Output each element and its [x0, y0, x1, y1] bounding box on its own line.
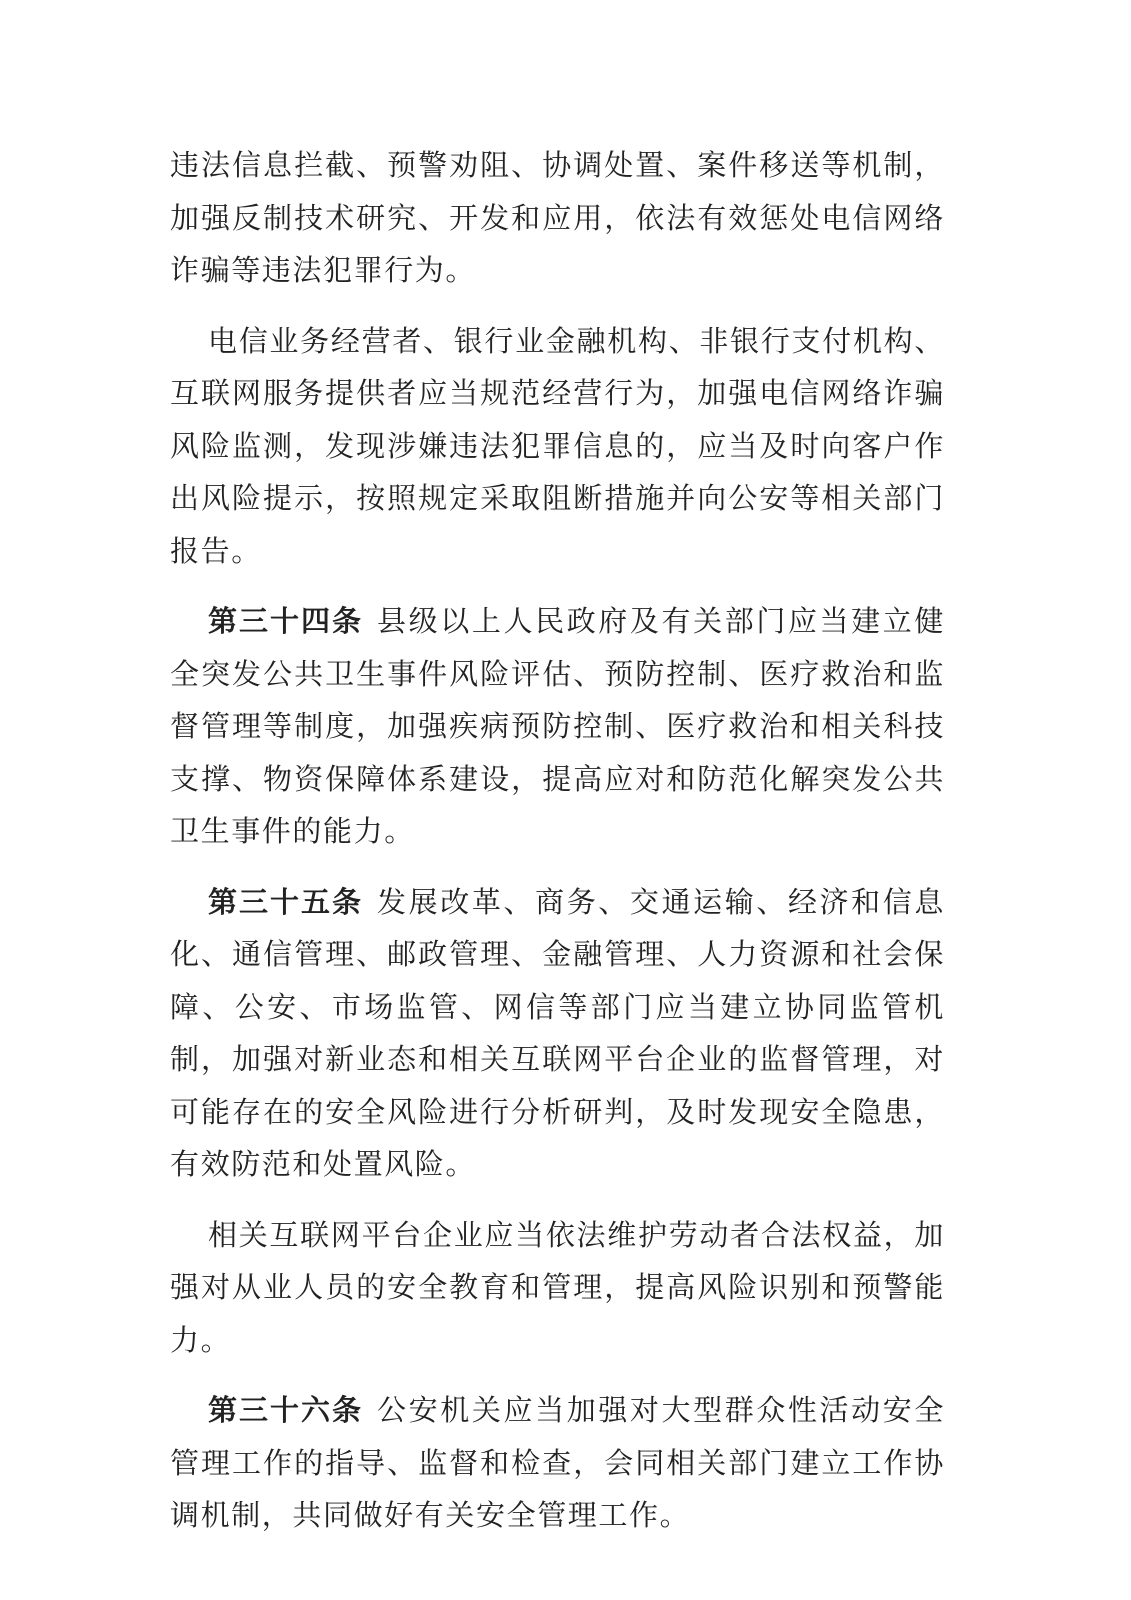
document-body [170, 139, 945, 1560]
paragraph-text: 违法信息拦截、预警劝阻、协调处置、案件移送等机制，加强反制技术研究、开发和应用，依法有效惩处电信网络诈骗等违法犯罪行为。 [170, 148, 945, 287]
article-number: 第三十五条 [208, 884, 364, 919]
article-35 [170, 876, 945, 1191]
article-number: 第三十四条 [208, 604, 364, 638]
paragraph-text: 电信业务经营者、银行业金融机构、非银行支付机构、互联网服务提供者应当规范经营行为，加强电信网络诈骗风险监测，发现涉嫌违法犯罪信息的，应当及时向客户作出风险提示，按照规定采取阻断措施并向公安等相关部门报告。 [170, 323, 945, 568]
article-36 [170, 1384, 945, 1542]
paragraph-text: 发展改革、商务、交通运输、经济和信息化、通信管理、邮政管理、金融管理、人力资源和社会保障、公安、市场监管、网信等部门应当建立协同监管机制，加强对新业态和相关互联网平台企业的监督管理，对可能存在的安全风险进行分析研判，及时发现安全隐患，有效防范和处置风险。 [170, 884, 945, 1181]
paragraph-text: 县级以上人民政府及有关部门应当建立健全突发公共卫生事件风险评估、预防控制、医疗救治和监督管理等制度，加强疾病预防控制、医疗救治和相关科技支撑、物资保障体系建设，提高应对和防范化解突发公共卫生事件的能力。 [170, 604, 945, 848]
article-number: 第三十六条 [208, 1393, 364, 1427]
paragraph [170, 1209, 945, 1367]
paragraph-text: 公安机关应当加强对大型群众性活动安全管理工作的指导、监督和检查，会同相关部门建立工作协调机制，共同做好有关安全管理工作。 [170, 1393, 945, 1532]
paragraph [170, 315, 945, 578]
article-34 [170, 595, 945, 858]
paragraph-continued [170, 139, 945, 297]
paragraph-text: 相关互联网平台企业应当依法维护劳动者合法权益，加强对从业人员的安全教育和管理，提高风险识别和预警能力。 [170, 1217, 945, 1357]
